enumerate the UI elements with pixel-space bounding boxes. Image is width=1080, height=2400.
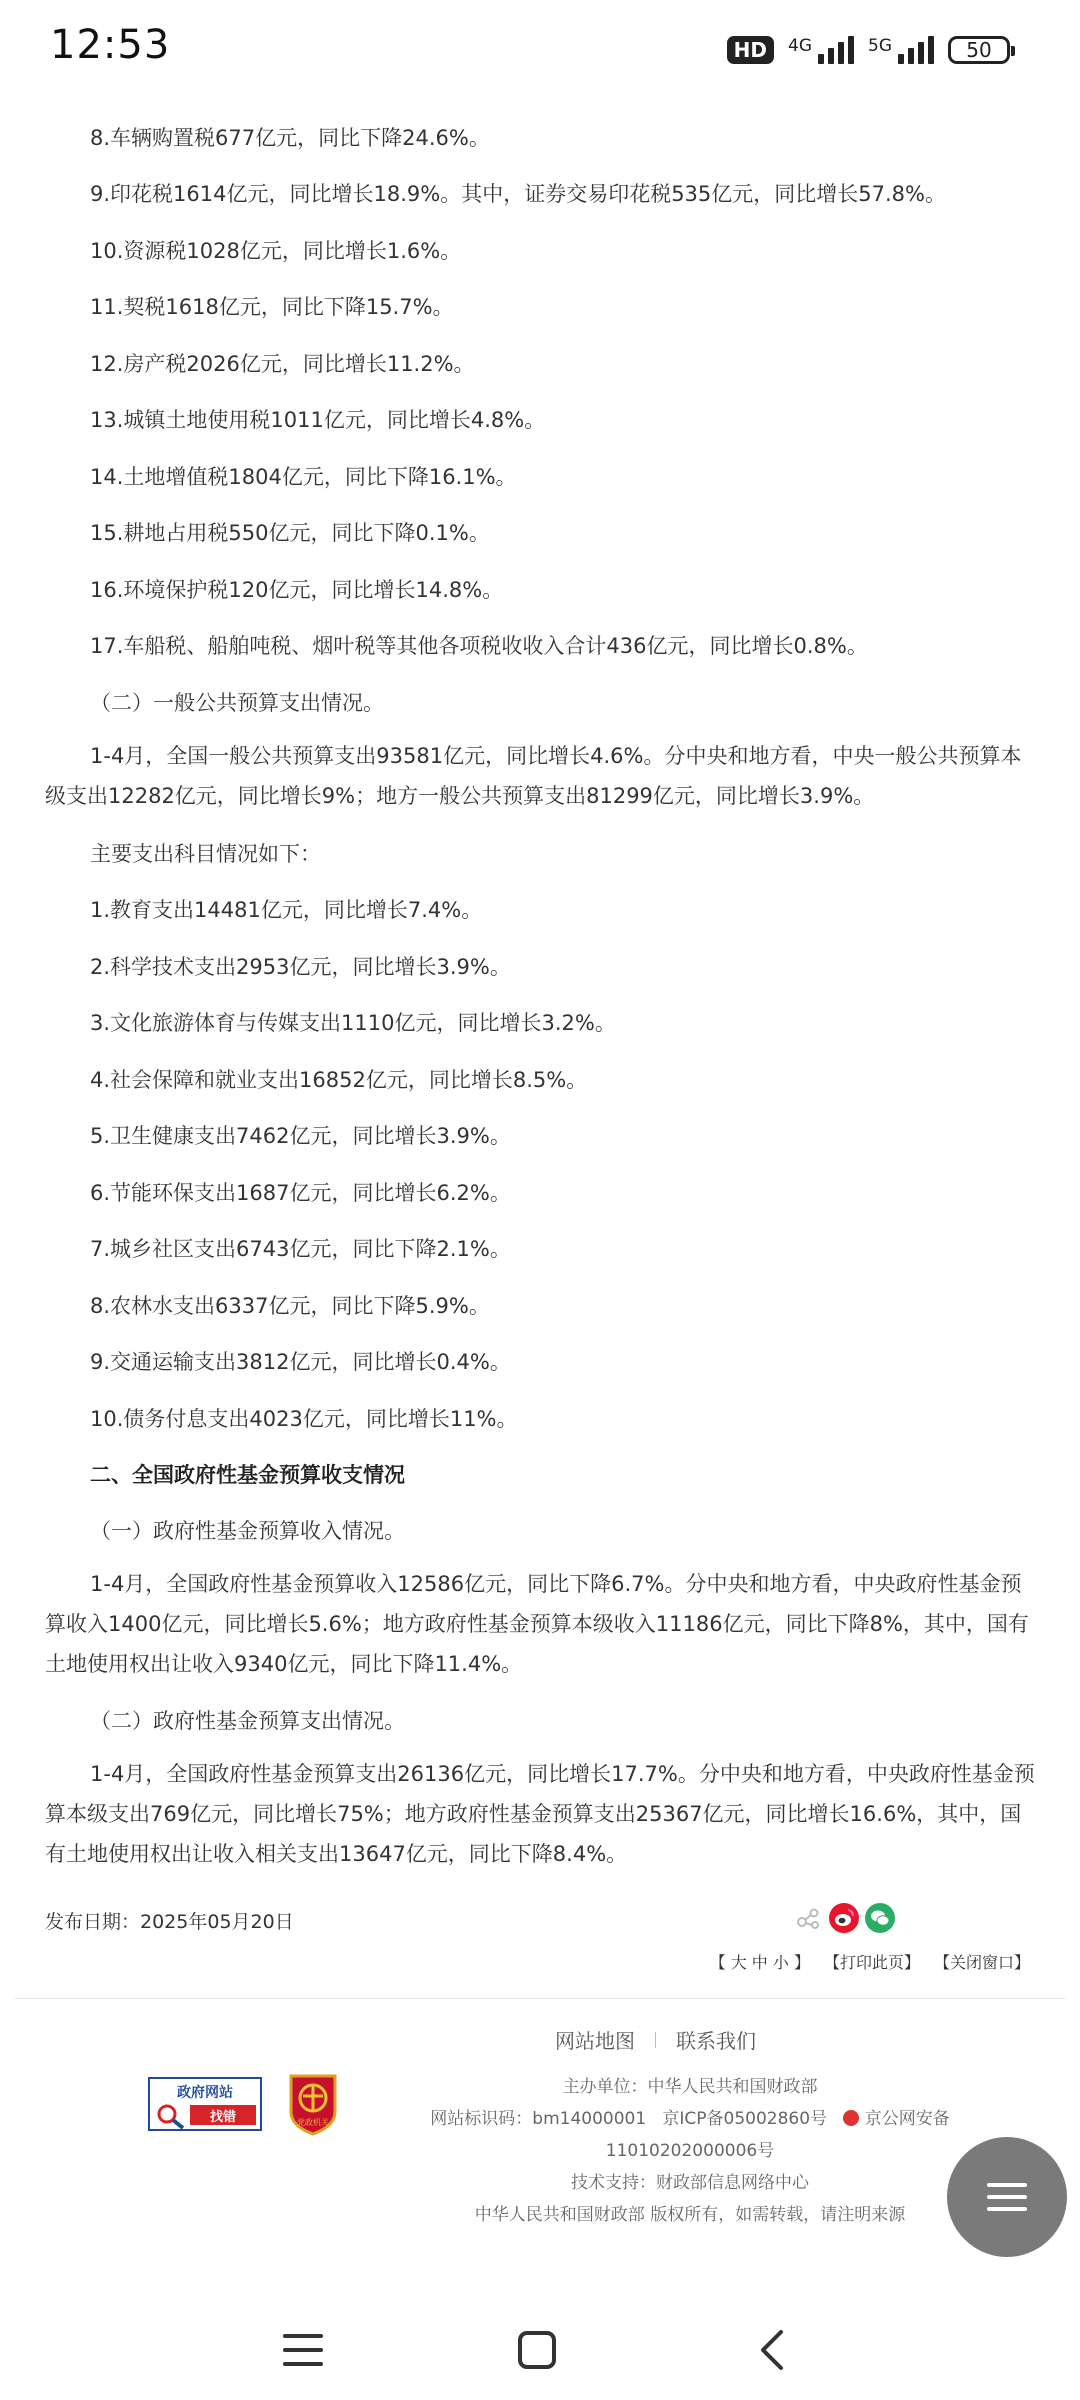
battery-level: 50 bbox=[966, 38, 992, 62]
expenditure-item: 7.城乡社区支出6743亿元，同比下降2.1%。 bbox=[90, 1237, 511, 1261]
wechat-icon[interactable] bbox=[865, 1903, 895, 1933]
police-badge-icon bbox=[843, 2110, 859, 2126]
fund-expenditure-paragraph: 1-4月，全国政府性基金预算支出26136亿元，同比增长17.7%。分中央和地方看，中央政府性基金预算本级支出769亿元，同比增长75%；地方政府性基金预算支出25367亿元，同比增长16.6%，其中，国有土地使用权出让收入相关支出13647亿元，同比下降8.4%。 bbox=[45, 1762, 1035, 1866]
section-fund-heading: 二、全国政府性基金预算收支情况 bbox=[90, 1463, 405, 1487]
copyright: 中华人民共和国财政部 版权所有，如需转载，请注明来源 bbox=[474, 2205, 906, 2225]
site-id: 网站标识码：bm14000001 bbox=[430, 2109, 647, 2129]
tech-support: 技术支持：财政部信息网络中心 bbox=[571, 2173, 809, 2193]
close-window-link[interactable]: 【关闭窗口】 bbox=[933, 1953, 1030, 1972]
police-link[interactable]: 京公网安备 bbox=[864, 2109, 950, 2129]
share-icon[interactable] bbox=[793, 1903, 823, 1933]
chevron-left-icon[interactable] bbox=[742, 2320, 802, 2380]
expenditure-item: 6.节能环保支出1687亿元，同比增长6.2%。 bbox=[90, 1181, 511, 1205]
gov-badge-error-label: 找错 bbox=[190, 2105, 256, 2125]
fund-income-title: （一）政府性基金预算收入情况。 bbox=[90, 1519, 405, 1543]
expenditure-paragraph: 1-4月，全国一般公共预算支出93581亿元，同比增长4.6%。分中央和地方看，中央一般公共预算本级支出12282亿元，同比增长9%；地方一般公共预算支出81299亿元，同比增长3.9%。 bbox=[45, 744, 1022, 808]
footer-links bbox=[555, 2025, 756, 2054]
sponsor-text: 主办单位：中华人民共和国财政部 bbox=[562, 2077, 818, 2097]
square-icon[interactable] bbox=[507, 2320, 567, 2380]
site-id-line bbox=[380, 2104, 1000, 2129]
magnifier-icon bbox=[156, 2103, 186, 2129]
tax-item: 11.契税1618亿元，同比下降15.7%。 bbox=[90, 295, 454, 319]
section-expenditure-title: （二）一般公共预算支出情况。 bbox=[90, 691, 384, 715]
party-badge-label: 党政机关 bbox=[297, 2118, 329, 2127]
status-time: 12:53 bbox=[50, 22, 171, 68]
expenditure-item: 4.社会保障和就业支出16852亿元，同比增长8.5%。 bbox=[90, 1068, 588, 1092]
signal-5g-icon: 5G bbox=[868, 36, 934, 64]
sitemap-link[interactable]: 网站地图 bbox=[555, 2029, 635, 2053]
share-bar bbox=[793, 1903, 895, 1933]
status-icons bbox=[727, 30, 1010, 70]
tax-item: 10.资源税1028亿元，同比增长1.6%。 bbox=[90, 239, 462, 263]
article-toolbar bbox=[710, 1950, 1030, 1973]
tax-item: 8.车辆购置税677亿元，同比下降24.6%。 bbox=[90, 126, 490, 150]
fund-income-paragraph: 1-4月，全国政府性基金预算收入12586亿元，同比下降6.7%。分中央和地方看，中央政府性基金预算收入1400亿元，同比增长5.6%；地方政府性基金预算本级收入11186亿元，同比下降8%，其中，国有土地使用权出让收入9340亿元，同比下降11.4%。 bbox=[45, 1572, 1029, 1676]
main-items-title: 主要支出科目情况如下： bbox=[90, 842, 321, 866]
tax-item: 14.土地增值税1804亿元，同比下降16.1%。 bbox=[90, 465, 517, 489]
tax-item: 13.城镇土地使用税1011亿元，同比增长4.8%。 bbox=[90, 408, 546, 432]
footer-divider bbox=[15, 1998, 1065, 1999]
hd-badge: HD bbox=[727, 36, 774, 64]
system-nav-bar bbox=[0, 2300, 1080, 2400]
tax-item: 9.印花税1614亿元，同比增长18.9%。其中，证券交易印花税535亿元，同比增长57.8%。 bbox=[90, 182, 946, 206]
expenditure-item: 3.文化旅游体育与传媒支出1110亿元，同比增长3.2%。 bbox=[90, 1011, 616, 1035]
status-bar bbox=[0, 0, 1080, 98]
contact-link[interactable]: 联系我们 bbox=[676, 2029, 756, 2053]
tax-item: 15.耕地占用税550亿元，同比下降0.1%。 bbox=[90, 521, 490, 545]
tax-item: 17.车船税、船舶吨税、烟叶税等其他各项税收收入合计436亿元，同比增长0.8%。 bbox=[90, 634, 868, 658]
floating-menu-button[interactable] bbox=[947, 2137, 1067, 2257]
signal-4g-icon: 4G bbox=[788, 36, 854, 64]
menu-icon bbox=[987, 2175, 1027, 2219]
tax-item: 16.环境保护税120亿元，同比增长14.8%。 bbox=[90, 578, 504, 602]
battery-icon bbox=[948, 36, 1010, 64]
footer-link-separator bbox=[655, 2032, 656, 2048]
tax-item: 12.房产税2026亿元，同比增长11.2%。 bbox=[90, 352, 475, 376]
publish-date: 发布日期：2025年05月20日 bbox=[45, 1911, 294, 1933]
expenditure-item: 9.交通运输支出3812亿元，同比增长0.4%。 bbox=[90, 1350, 511, 1374]
expenditure-item: 1.教育支出14481亿元，同比增长7.4%。 bbox=[90, 898, 483, 922]
party-gov-badge[interactable] bbox=[285, 2072, 341, 2136]
weibo-icon[interactable] bbox=[829, 1903, 859, 1933]
menu-lines-icon[interactable] bbox=[273, 2320, 333, 2380]
icp-link[interactable]: 京ICP备05002860号 bbox=[662, 2109, 828, 2129]
fund-expenditure-title: （二）政府性基金预算支出情况。 bbox=[90, 1709, 405, 1733]
gov-site-error-badge[interactable] bbox=[148, 2077, 262, 2131]
expenditure-item: 8.农林水支出6337亿元，同比下降5.9%。 bbox=[90, 1294, 490, 1318]
expenditure-item: 2.科学技术支出2953亿元，同比增长3.9%。 bbox=[90, 955, 511, 979]
gov-badge-title: 政府网站 bbox=[177, 2085, 233, 2101]
print-link[interactable]: 【打印此页】 bbox=[823, 1953, 920, 1972]
expenditure-item: 10.债务付息支出4023亿元，同比增长11%。 bbox=[90, 1407, 518, 1431]
expenditure-item: 5.卫生健康支出7462亿元，同比增长3.9%。 bbox=[90, 1124, 511, 1148]
font-size-switch[interactable]: 【 大 中 小 】 bbox=[709, 1953, 810, 1972]
police-number[interactable]: 11010202000006号 bbox=[605, 2141, 775, 2161]
